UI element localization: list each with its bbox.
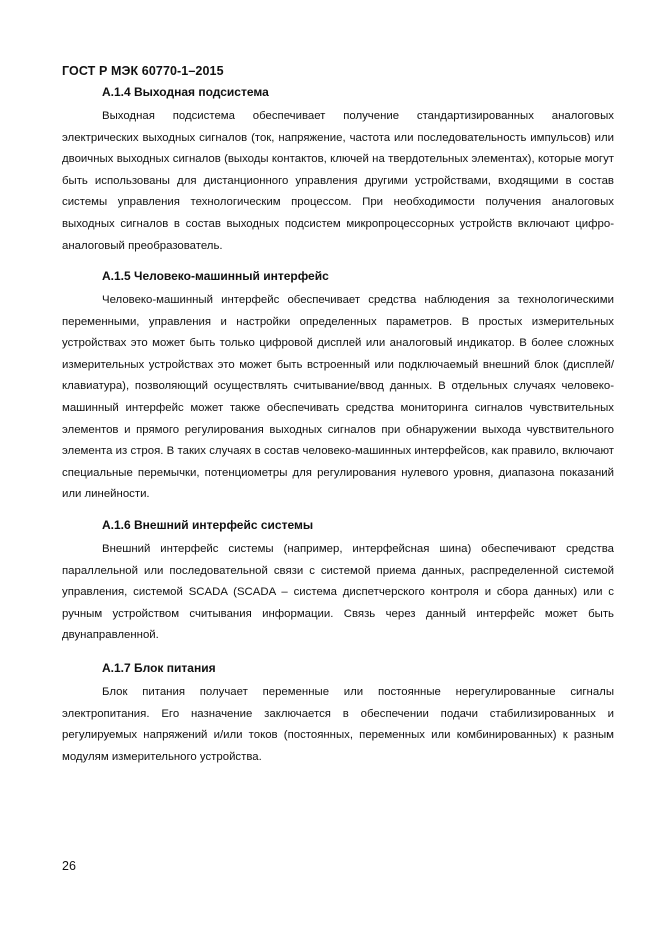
section-heading: А.1.5 Человеко-машинный интерфейс (102, 269, 329, 283)
section-a-1-6 (62, 517, 614, 647)
section-heading: А.1.6 Внешний интерфейс системы (102, 518, 314, 532)
section-paragraph: Блок питания получает переменные или постоянные нерегулированные сигналы электропитания. Его назначение заключается в обеспечении подачи стабилизированных и регулируемых напряжений и/или токов (постоянных, переменных или комбинированных) к разным модулям измерительного устройства. (62, 686, 614, 763)
page-number: 26 (62, 859, 76, 873)
section-a-1-5 (62, 268, 614, 506)
document-header: ГОСТ Р МЭК 60770-1–2015 (62, 64, 224, 78)
section-paragraph: Выходная подсистема обеспечивает получение стандартизированных аналоговых электрических выходных сигналов (ток, напряжение, частота или последовательность импульсов) или двоичных выходных сигналов (выходы контактов, ключей на твердотельных элементах), которые могут быть использованы для дистанционного управления другими устройствами, входящими в состав системы управления технологическим процессом. При необходимости получения аналоговых выходных сигналов в состав выходных подсистем микропроцессорных устройств включают цифро-аналоговый преобразователь. (62, 110, 614, 252)
section-a-1-7 (62, 660, 614, 768)
section-a-1-4 (62, 84, 614, 257)
section-paragraph: Человеко-машинный интерфейс обеспечивает средства наблюдения за технологическими переменными, управления и настройки определенных параметров. В простых измерительных устройствах это может быть только цифровой дисплей или аналоговый индикатор. В более сложных измерительных устройствах это может быть встроенный или подключаемый внешний блок (дисплей/клавиатура), позволяющий осуществлять считывание/ввод данных. В отдельных случаях человеко-машинный интерфейс может также обеспечивать средства мониторинга сигналов чувствительных элементов и прямого регулирования выходных сигналов при обнаружении выхода чувствительного элемента из строя. В таких случаях в состав человеко-машинных интерфейсов, как правило, включают специальные перемычки, потенциометры для регулирования нулевого уровня, диапазона показаний или линейности. (62, 294, 614, 501)
section-paragraph: Внешний интерфейс системы (например, интерфейсная шина) обеспечивают средства параллельной или последовательной связи с системой приема данных, распределенной системой управления, системой SCADA (SCADA – система диспетчерского контроля и сбора данных) или с ручным устройством считывания информации. Связь через данный интерфейс может быть двунаправленной. (62, 543, 614, 642)
section-heading: А.1.7 Блок питания (102, 661, 216, 675)
section-heading: А.1.4 Выходная подсистема (102, 85, 269, 99)
